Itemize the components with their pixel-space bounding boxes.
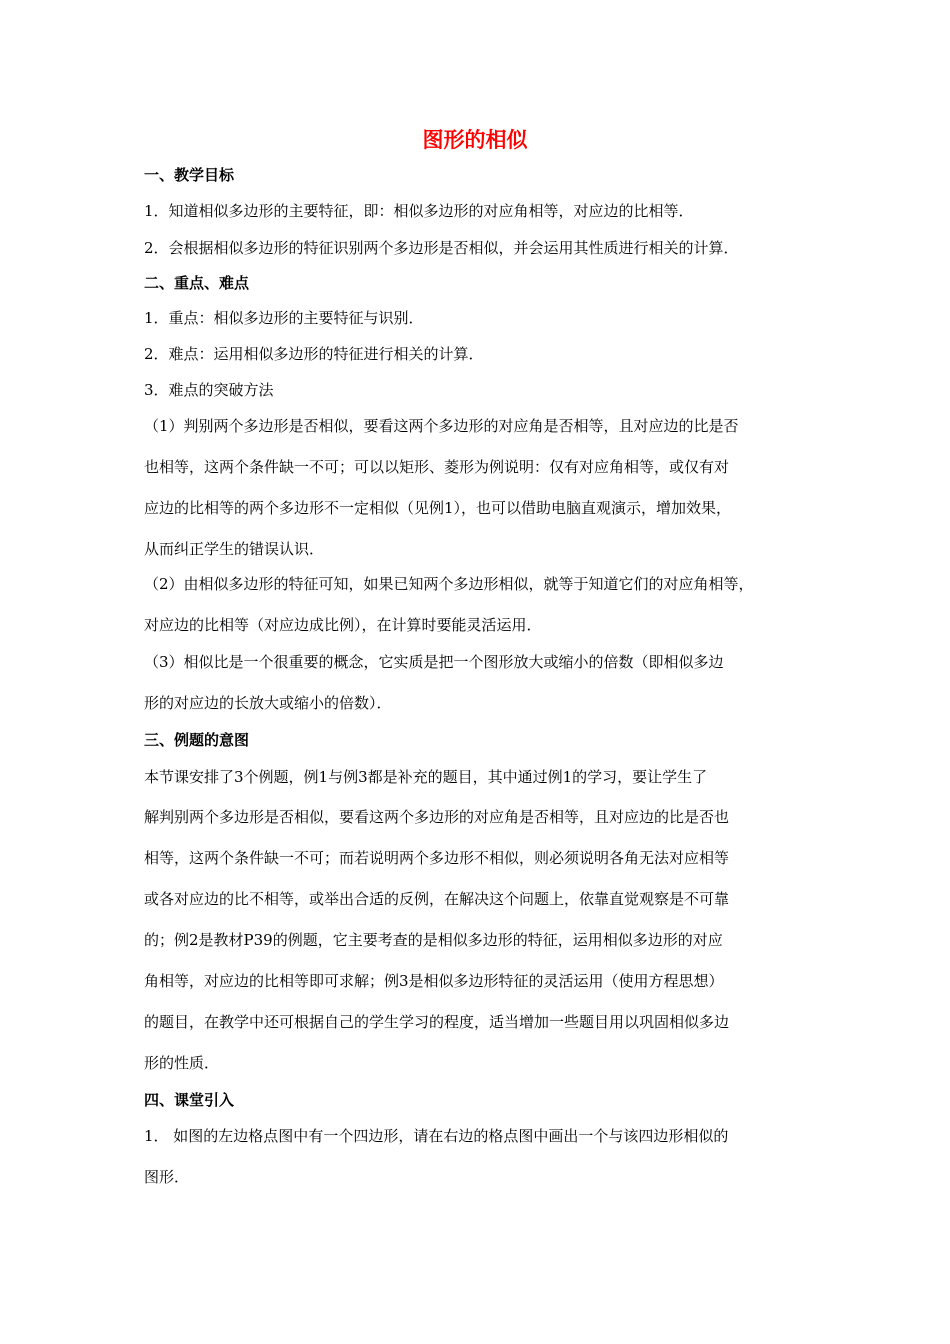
paragraph-line: 1．知道相似多边形的主要特征，即：相似多边形的对应角相等，对应边的比相等． — [144, 202, 694, 220]
section-heading-key-points: 二、重点、难点 — [144, 274, 250, 292]
section-heading-goals: 一、教学目标 — [144, 166, 235, 184]
section-heading-introduction: 四、课堂引入 — [144, 1091, 235, 1109]
paragraph-line: 从而纠正学生的错误认识． — [144, 540, 325, 558]
paragraph-line: 的；例2是教材P39的例题，它主要考查的是相似多边形的特征，运用相似多边形的对应 — [144, 931, 723, 949]
paragraph-line: （2）由相似多边形的特征可知，如果已知两个多边形相似，就等于知道它们的对应角相等， — [144, 575, 754, 593]
paragraph-line: 对应边的比相等（对应边成比例），在计算时要能灵活运用． — [144, 616, 542, 634]
paragraph-line: （3）相似比是一个很重要的概念，它实质是把一个图形放大或缩小的倍数（即相似多边 — [144, 653, 724, 671]
paragraph-line: 的题目，在教学中还可根据自己的学生学习的程度，适当增加一些题目用以巩固相似多边 — [144, 1013, 730, 1031]
paragraph-line: 本节课安排了3个例题，例1与例3都是补充的题目，其中通过例1的学习，要让学生了 — [144, 768, 708, 786]
paragraph-line: 形的性质． — [144, 1054, 220, 1072]
paragraph-line: 2．难点：运用相似多边形的特征进行相关的计算． — [144, 345, 484, 363]
paragraph-line: 角相等，对应边的比相等即可求解；例3是相似多边形特征的灵活运用（使用方程思想） — [144, 972, 724, 990]
paragraph-line: 图形． — [144, 1168, 190, 1186]
paragraph-line: 应边的比相等的两个多边形不一定相似（见例1），也可以借助电脑直观演示，增加效果， — [144, 499, 732, 517]
paragraph-line: 2．会根据相似多边形的特征识别两个多边形是否相似，并会运用其性质进行相关的计算． — [144, 239, 739, 257]
paragraph-line: 也相等，这两个条件缺一不可；可以以矩形、菱形为例说明：仅有对应角相等，或仅有对 — [144, 458, 730, 476]
paragraph-line: （1）判别两个多边形是否相似，要看这两个多边形的对应角是否相等，且对应边的比是否 — [144, 417, 739, 435]
paragraph-line: 1． 如图的左边格点图中有一个四边形，请在右边的格点图中画出一个与该四边形相似的 — [144, 1127, 729, 1145]
paragraph-line: 相等，这两个条件缺一不可；而若说明两个多边形不相似，则必须说明各角无法对应相等 — [144, 849, 730, 867]
paragraph-line: 解判别两个多边形是否相似，要看这两个多边形的对应角是否相等，且对应边的比是否也 — [144, 808, 730, 826]
paragraph-line: 或各对应边的比不相等，或举出合适的反例，在解决这个问题上，依靠直觉观察是不可靠 — [144, 890, 730, 908]
paragraph-line: 1．重点：相似多边形的主要特征与识别． — [144, 309, 424, 327]
paragraph-line: 3．难点的突破方法 — [144, 381, 274, 399]
section-heading-examples: 三、例题的意图 — [144, 731, 250, 749]
document-title: 图形的相似 — [422, 128, 528, 152]
paragraph-line: 形的对应边的长放大或缩小的倍数）． — [144, 694, 392, 712]
